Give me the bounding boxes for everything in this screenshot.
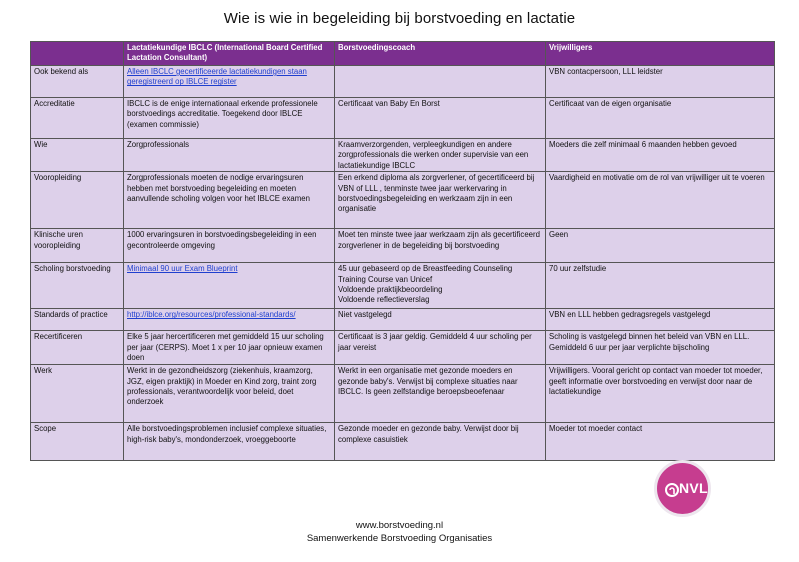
- row-label: Scope: [31, 423, 124, 461]
- row-label: Recertificeren: [31, 331, 124, 365]
- row-label: Ook bekend als: [31, 66, 124, 98]
- table-row: [31, 423, 775, 461]
- cell-borstvoedingscoach: Een erkend diploma als zorgverlener, of gecertificeerd bij VBN of LLL , tenminste twee jaar werkervaring in borstvoedingsbegeleiding en werkzaam zijn in een organisatie: [335, 172, 546, 229]
- cell-vrijwilligers: Vaardigheid en motivatie om de rol van vrijwilliger uit te voeren: [546, 172, 775, 229]
- cell-lactatiekundige: Werkt in de gezondheidszorg (ziekenhuis, kraamzorg, JGZ, eigen praktijk) in Moeder en Kind zorg, traint zorg professionals, verantwoordelijk voor beleid, doet onderzoek: [124, 365, 335, 423]
- header-vrijwilligers: Vrijwilligers: [546, 42, 775, 66]
- cell-borstvoedingscoach: [335, 66, 546, 98]
- cell-vrijwilligers: VBN contacpersoon, LLL leidster: [546, 66, 775, 98]
- cell-borstvoedingscoach: Gezonde moeder en gezonde baby. Verwijst door bij complexe casuistiek: [335, 423, 546, 461]
- cell-borstvoedingscoach: Certificaat is 3 jaar geldig. Gemiddeld 4 uur scholing per jaar vereist: [335, 331, 546, 365]
- nvl-logo-text: NVL: [679, 480, 708, 496]
- cell-borstvoedingscoach: Certificaat van Baby En Borst: [335, 98, 546, 139]
- nvl-logo: [654, 460, 711, 517]
- row-label: Accreditatie: [31, 98, 124, 139]
- cell-vrijwilligers: Scholing is vastgelegd binnen het beleid van VBN en LLL. Gemiddeld 6 uur per jaar verplichte bijscholing: [546, 331, 775, 365]
- table-row: [31, 98, 775, 139]
- row-label: Vooropleiding: [31, 172, 124, 229]
- table-row: [31, 229, 775, 263]
- cell-lactatiekundige: [124, 263, 335, 309]
- header-borstvoedingscoach: Borstvoedingscoach: [335, 42, 546, 66]
- cell-borstvoedingscoach: Werkt in een organisatie met gezonde moeders en gezonde baby's. Verwijst bij complexe situaties naar IBCLC. Is geen zelfstandige beroepsbeoefenaar: [335, 365, 546, 423]
- cell-lactatiekundige: Zorgprofessionals moeten de nodige ervaringsuren hebben met borstvoeding begeleiding en moeten aanvullende scholing volgen voor het IBLCE examen: [124, 172, 335, 229]
- table-row: [31, 263, 775, 309]
- page-title: Wie is wie in begeleiding bij borstvoeding en lactatie: [223, 10, 576, 27]
- table-row: [31, 172, 775, 229]
- cell-lactatiekundige: Alle borstvoedingsproblemen inclusief complexe situaties, high-risk baby's, mondonderzoek, vroeggeboorte: [124, 423, 335, 461]
- table-row: [31, 309, 775, 331]
- cell-borstvoedingscoach: Kraamverzorgenden, verpleegkundigen en andere zorgprofessionals die werken onder supervisie van een lactatiekundige IBCLC: [335, 139, 546, 172]
- cell-borstvoedingscoach: 45 uur gebaseerd op de Breastfeeding Counseling Training Course van Unicef Voldoende praktijkbeoordeling Voldoende reflectieverslag: [335, 263, 546, 309]
- header-lactatiekundige: Lactatiekundige IBCLC (International Board Certified Lactation Consultant): [124, 42, 335, 66]
- cell-vrijwilligers: VBN en LLL hebben gedragsregels vastgelegd: [546, 309, 775, 331]
- row-label: Klinische uren vooropleiding: [31, 229, 124, 263]
- cell-vrijwilligers: Certificaat van de eigen organisatie: [546, 98, 775, 139]
- row-label: Wie: [31, 139, 124, 172]
- cell-lactatiekundige: [124, 66, 335, 98]
- table-row: [31, 331, 775, 365]
- professional-standards-link[interactable]: http://iblce.org/resources/professional-standards/: [127, 310, 296, 320]
- exam-blueprint-link[interactable]: Minimaal 90 uur Exam Blueprint: [127, 264, 238, 274]
- cell-borstvoedingscoach: Moet ten minste twee jaar werkzaam zijn als gecertificeerd zorgverlener in de begeleiding bij borstvoeding: [335, 229, 546, 263]
- row-label: Scholing borstvoeding: [31, 263, 124, 309]
- cell-lactatiekundige: IBCLC is de enige internationaal erkende professionele borstvoedings accreditatie. Toegekend door IBLCE (examen commissie): [124, 98, 335, 139]
- table-row: [31, 365, 775, 423]
- cell-vrijwilligers: Vrijwilligers. Vooral gericht op contact van moeder tot moeder, geeft informatie over borstvoeding en verwijst door naar de lactatiekundige: [546, 365, 775, 423]
- cell-lactatiekundige: 1000 ervaringsuren in borstvoedingsbegeleiding in een gecontroleerde omgeving: [124, 229, 335, 263]
- cell-lactatiekundige: Zorgprofessionals: [124, 139, 335, 172]
- header-empty-cell: [31, 42, 124, 66]
- table-row: [31, 66, 775, 98]
- row-label: Werk: [31, 365, 124, 423]
- cell-vrijwilligers: Geen: [546, 229, 775, 263]
- cell-vrijwilligers: Moeder tot moeder contact: [546, 423, 775, 461]
- cell-vrijwilligers: Moeders die zelf minimaal 6 maanden hebben gevoed: [546, 139, 775, 172]
- table-row: [31, 139, 775, 172]
- cell-lactatiekundige: Elke 5 jaar hercertificeren met gemiddeld 15 uur scholing per jaar (CERPS). Moet 1 x per 10 jaar opnieuw examen doen: [124, 331, 335, 365]
- cell-vrijwilligers: 70 uur zelfstudie: [546, 263, 775, 309]
- footer-organisation: Samenwerkende Borstvoeding Organisaties: [306, 533, 493, 544]
- cell-lactatiekundige: [124, 309, 335, 331]
- iblce-register-link[interactable]: Alleen IBCLC gecertificeerde lactatiekundigen staan geregistreerd op IBLCE register: [127, 67, 307, 87]
- comparison-table: [30, 41, 775, 461]
- cell-borstvoedingscoach: Niet vastgelegd: [335, 309, 546, 331]
- row-label: Standards of practice: [31, 309, 124, 331]
- footer-website: www.borstvoeding.nl: [355, 520, 444, 531]
